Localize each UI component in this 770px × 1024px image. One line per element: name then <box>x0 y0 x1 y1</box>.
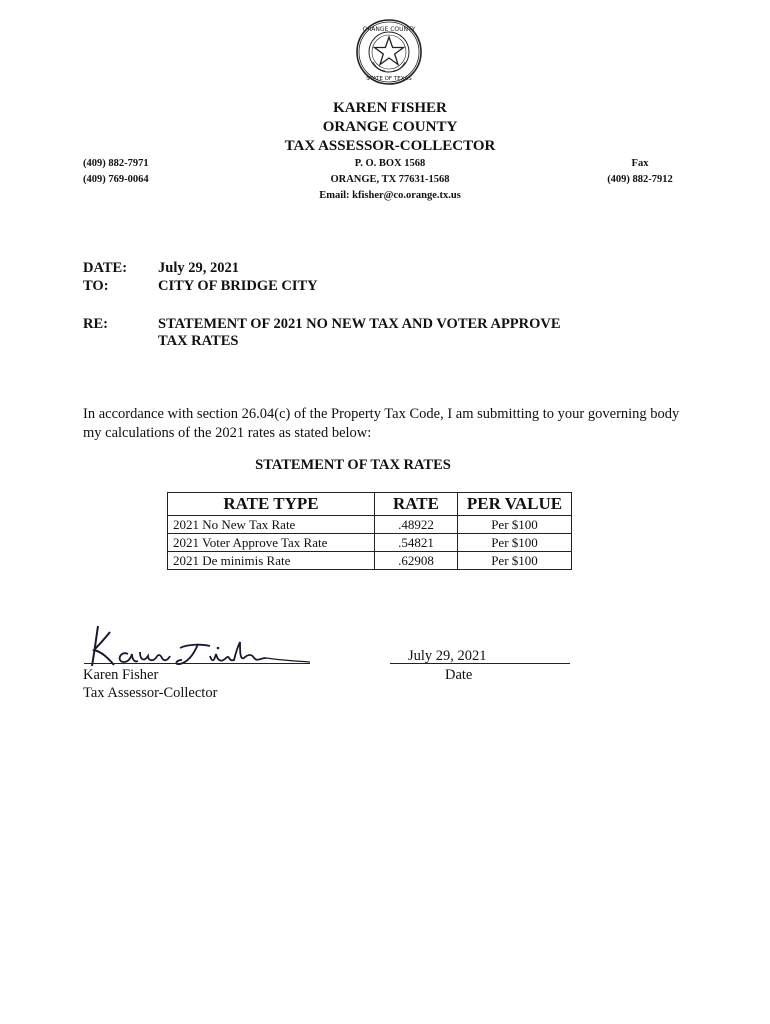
signature-line <box>84 663 310 664</box>
table-title: STATEMENT OF TAX RATES <box>255 457 451 473</box>
tax-rates-table <box>167 492 572 570</box>
header-per-value: PER VALUE <box>458 493 572 516</box>
header-email: Email: kfisher@co.orange.tx.us <box>319 190 461 201</box>
signature-date-value: July 29, 2021 <box>408 648 487 664</box>
table-row <box>168 534 572 552</box>
fax-label: Fax <box>631 158 649 169</box>
per-value-cell: Per $100 <box>458 516 572 534</box>
rate-type-cell: 2021 De minimis Rate <box>168 552 375 570</box>
date-label: DATE: <box>83 260 128 276</box>
header-county: ORANGE COUNTY <box>322 119 458 135</box>
fax-number: (409) 882-7912 <box>607 174 673 185</box>
re-line-2: TAX RATES <box>158 333 239 349</box>
rate-cell: .48922 <box>375 516 458 534</box>
seal-bottom-text: STATE OF TEXAS <box>366 76 412 82</box>
signer-role: Tax Assessor-Collector <box>83 685 218 701</box>
header-name: KAREN FISHER <box>333 100 447 116</box>
signer-name: Karen Fisher <box>83 667 159 683</box>
county-seal-icon <box>355 18 423 86</box>
header-rate-type: RATE TYPE <box>168 493 375 516</box>
rate-type-cell: 2021 No New Tax Rate <box>168 516 375 534</box>
re-label: RE: <box>83 316 108 332</box>
body-paragraph: In accordance with section 26.04(c) of the Property Tax Code, I am submitting to your governing body my calculations of the 2021 rates as stated below: <box>83 406 680 441</box>
phone-number-2: (409) 769-0064 <box>83 174 149 185</box>
handwritten-signature-icon <box>84 618 314 673</box>
table-row <box>168 516 572 534</box>
date-value: July 29, 2021 <box>158 260 239 276</box>
rate-cell: .54821 <box>375 534 458 552</box>
seal-top-text: ORANGE COUNTY <box>362 26 416 33</box>
rate-cell: .62908 <box>375 552 458 570</box>
to-label: TO: <box>83 278 109 294</box>
re-value <box>158 316 638 350</box>
table-row <box>168 552 572 570</box>
per-value-cell: Per $100 <box>458 534 572 552</box>
signature-date-label: Date <box>445 667 473 683</box>
phone-number-1: (409) 882-7971 <box>83 158 149 169</box>
signature-date-line <box>390 663 570 664</box>
header-po-box: P. O. BOX 1568 <box>354 158 426 169</box>
per-value-cell: Per $100 <box>458 552 572 570</box>
table-header-row <box>168 493 572 516</box>
rate-type-cell: 2021 Voter Approve Tax Rate <box>168 534 375 552</box>
header-rate: RATE <box>375 493 458 516</box>
to-value: CITY OF BRIDGE CITY <box>158 278 318 294</box>
header-city: ORANGE, TX 77631-1568 <box>330 174 450 185</box>
header-title: TAX ASSESSOR-COLLECTOR <box>284 138 496 154</box>
re-line-1: STATEMENT OF 2021 NO NEW TAX AND VOTER APPROVE <box>158 316 561 332</box>
